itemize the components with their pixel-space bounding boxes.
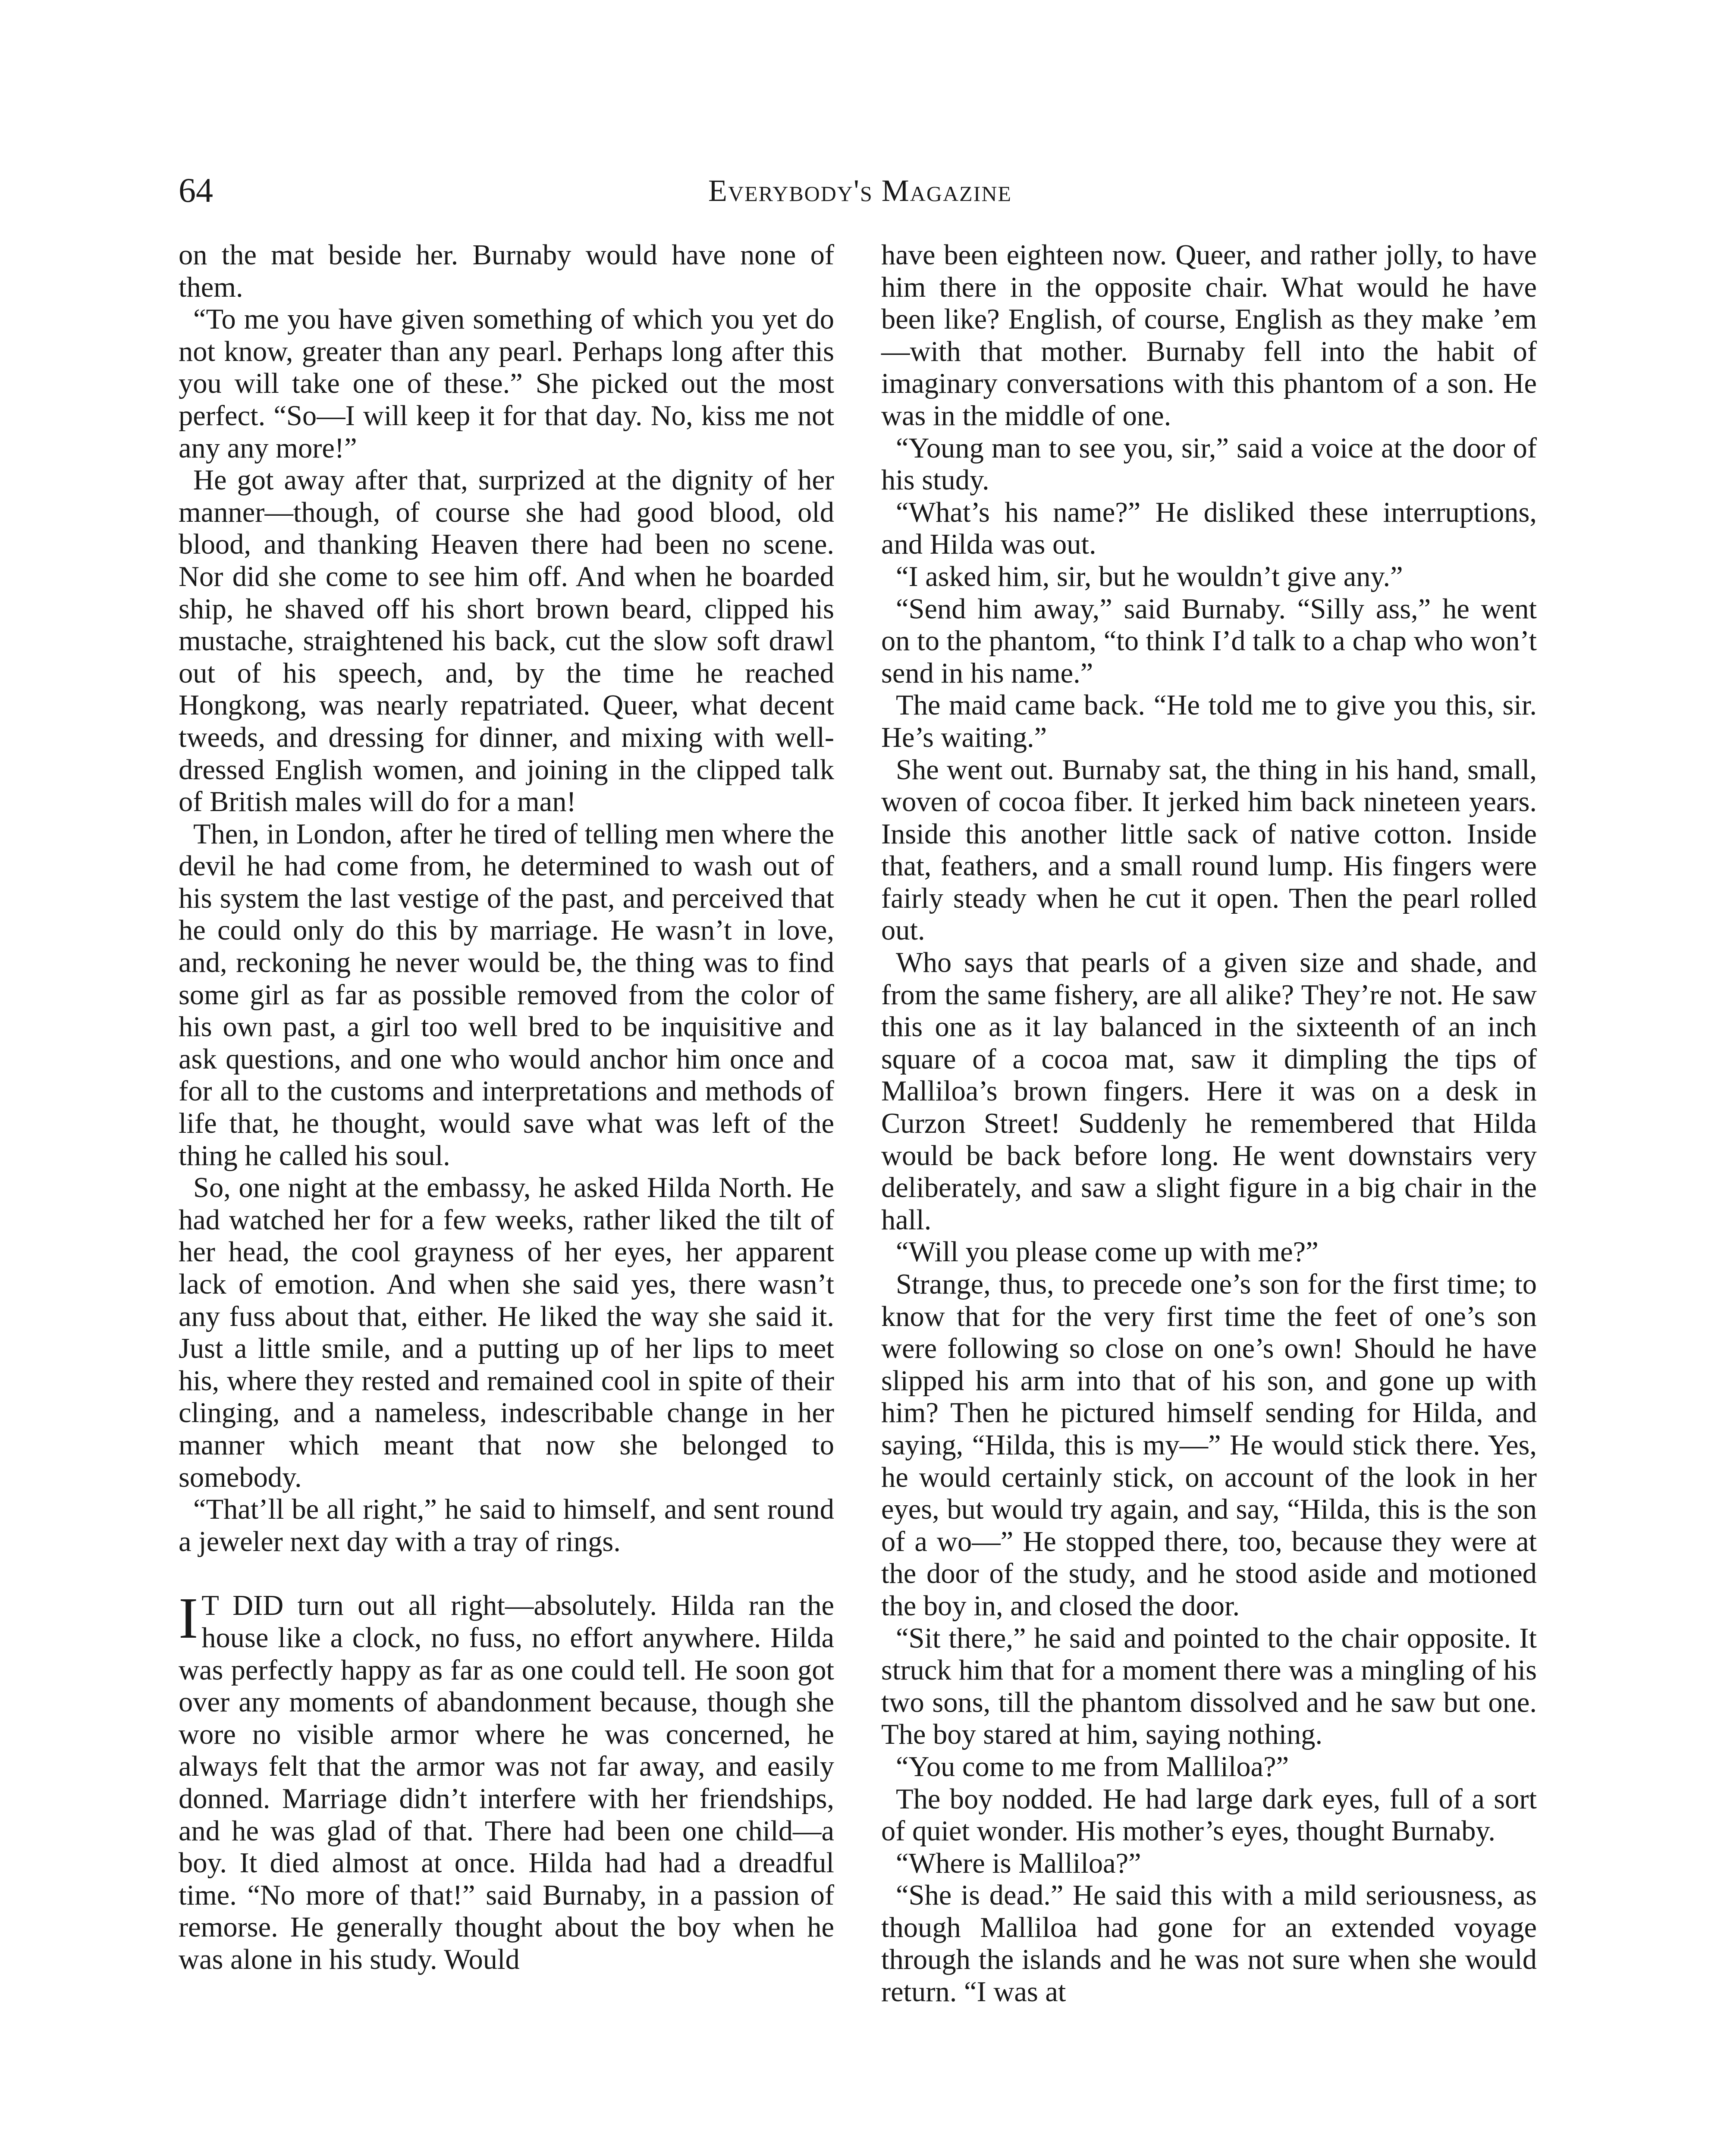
paragraph: have been eighteen now. Queer, and rather jolly, to have him there in the opposite chair. What would he have been like? English, of course, English as they make ’em—with that mother. Burnaby fell into the habit of imaginary conversations with this phantom of a son. He was in the middle of one.: [881, 239, 1537, 432]
paragraph: “Send him away,” said Burnaby. “Silly ass,” he went on to the phantom, “to think I’d talk to a chap who won’t send in his name.”: [881, 593, 1537, 689]
paragraph: “That’ll be all right,” he said to himself, and sent round a jeweler next day with a tray of rings.: [179, 1494, 834, 1557]
paragraph: on the mat beside her. Burnaby would have none of them.: [179, 239, 834, 303]
paragraph: Who says that pearls of a given size and shade, and from the same fishery, are all alike? They’re not. He saw this one as it lay balanced in the sixteenth of an inch square of a cocoa mat, saw it dimpling the tips of Malliloa’s brown fingers. Here it was on a desk in Curzon Street! Suddenly he remembered that Hilda would be back before long. He went downstairs very deliberately, and saw a slight figure in a big chair in the hall.: [881, 947, 1537, 1236]
paragraph: “Sit there,” he said and pointed to the chair opposite. It struck him that for a moment there was a mingling of his two sons, till the phantom dissolved and he saw but one. The boy stared at him, saying nothing.: [881, 1622, 1537, 1751]
paragraph: “Young man to see you, sir,” said a voice at the door of his study.: [881, 432, 1537, 496]
paragraph: “She is dead.” He said this with a mild seriousness, as though Malliloa had gone for an extended voyage through the islands and he was not sure when she would return. “I was at: [881, 1880, 1537, 2008]
page-header: [179, 169, 1542, 221]
paragraph: Strange, thus, to precede one’s son for the first time; to know that for the very first time the feet of one’s son were following so close on one’s own! Should he have slipped his arm into that of his son, and gone up with him? Then he pictured himself sending for Hilda, and saying, “Hilda, this is my—” He would stick there. Yes, he would certainly stick, on account of the look in her eyes, but would try again, and say, “Hilda, this is the son of a wo—” He stopped there, too, because they were at the door of the study, and he stood aside and motioned the boy in, and closed the door.: [881, 1269, 1537, 1622]
paragraph: “What’s his name?” He disliked these interruptions, and Hilda was out.: [881, 496, 1537, 561]
section-paragraph: [179, 1586, 834, 1976]
drop-cap: I: [179, 1586, 198, 1651]
running-title: Everybody's Magazine: [708, 173, 1012, 208]
paragraph: The boy nodded. He had large dark eyes, full of a sort of quiet wonder. His mother’s eyes, thought Burnaby.: [881, 1783, 1537, 1847]
paragraph: “To me you have given something of which you yet do not know, greater than any pearl. Perhaps long after this you will take one of these.” She picked out the most perfect. “So—I will keep it for that day. No, kiss me not any any more!”: [179, 304, 834, 464]
paragraph: He got away after that, surprized at the dignity of her manner—though, of course she had good blood, old blood, and thanking Heaven there had been no scene. Nor did she come to see him off. And when he boarded ship, he shaved off his short brown beard, clipped his mustache, straightened his back, cut the slow soft drawl out of his speech, and, by the time he reached Hongkong, was nearly repatriated. Queer, what decent tweeds, and dressing for dinner, and mixing with well-dressed English women, and joining in the clipped talk of British males will do for a man!: [179, 464, 834, 818]
paragraph: “I asked him, sir, but he wouldn’t give any.”: [896, 561, 1403, 592]
paragraph: The maid came back. “He told me to give you this, sir. He’s waiting.”: [881, 689, 1537, 753]
paragraph: She went out. Burnaby sat, the thing in his hand, small, woven of cocoa fiber. It jerked him back nineteen years. Inside this another little sack of native cotton. Inside that, feathers, and a small round lump. His fingers were fairly steady when he cut it open. Then the pearl rolled out.: [881, 754, 1537, 946]
page-number: 64: [179, 172, 213, 210]
paragraph: So, one night at the embassy, he asked Hilda North. He had watched her for a few weeks, rather liked the tilt of her head, the cool grayness of her eyes, her apparent lack of emotion. And when she said yes, there wasn’t any fuss about that, either. He liked the way she said it. Just a little smile, and a putting up of her lips to meet his, where they rested and remained cool in spite of their clinging, and a nameless, indescribable change in her manner which meant that now she belonged to somebody.: [179, 1172, 834, 1493]
paragraph: Then, in London, after he tired of telling men where the devil he had come from, he determined to wash out of his system the last vestige of the past, and perceived that he could only do this by marriage. He wasn’t in love, and, reckoning he never would be, the thing was to find some girl as far as possible removed from the color of his own past, a girl too well bred to be inquisitive and ask questions, and one who would anchor him once and for all to the customs and interpretations and methods of life that, he thought, would save what was left of the thing he called his soul.: [179, 818, 834, 1172]
section-text: T DID turn out all right—absolutely. Hilda ran the house like a clock, no fuss, no effort anywhere. Hilda was perfectly happy as far as one could tell. He soon got over any moments of abandonment because, though she wore no visible armor where he was concerned, he always felt that the armor was not far away, and easily donned. Marriage didn’t interfere with her friendships, and he was glad of that. There had been one child—a boy. It died almost at once. Hilda had had a dreadful time. “No more of that!” said Burnaby, in a passion of remorse. He generally thought about the boy when he was alone in his study. Would: [179, 1590, 834, 1975]
paragraph: “Will you please come up with me?”: [896, 1236, 1319, 1268]
right-column: [881, 239, 1537, 2009]
paragraph: “You come to me from Malliloa?”: [896, 1751, 1289, 1783]
left-column: [179, 239, 834, 1976]
paragraph: “Where is Malliloa?”: [896, 1847, 1141, 1879]
